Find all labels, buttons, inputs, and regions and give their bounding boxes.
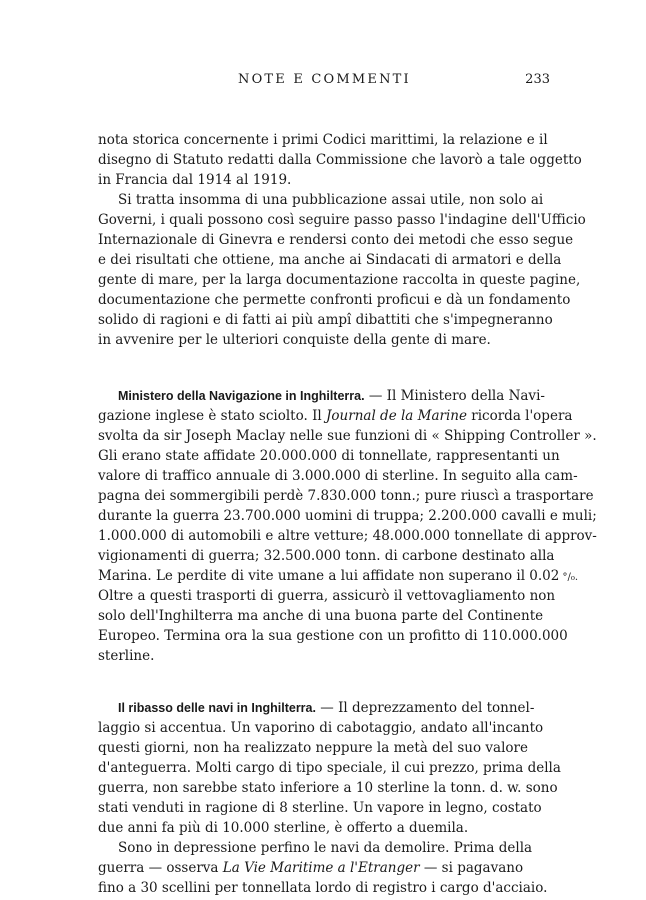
text-line: solido di ragioni e di fatti ai più ampî dibattiti che s'impegneranno	[98, 312, 553, 328]
text-line: Gli erano state affidate 20.000.000 di tonnellate, rappresentanti un	[98, 448, 560, 464]
text-line: guerra, non sarebbe stato inferiore a 10 sterline la tonn. d. w. sono	[98, 780, 558, 796]
text-line: due anni fa più di 10.000 sterline, è offerto a duemila.	[98, 820, 469, 836]
text-line: laggio si accentua. Un vaporino di cabotaggio, andato all'incanto	[98, 720, 544, 736]
text-line: nota storica concernente i primi Codici marittimi, la relazione e il	[98, 132, 548, 148]
running-header	[98, 72, 550, 92]
text-line: durante la guerra 23.700.000 uomini di truppa; 2.200.000 cavalli e muli;	[98, 508, 597, 524]
text-line: gente di mare, per la larga documentazione raccolta in queste pagine,	[98, 272, 581, 288]
text-line: Marina. Le perdite di vite umane a lui affidate non superano il 0.02 °/₀.	[98, 568, 579, 584]
text-line: sterline.	[98, 648, 155, 664]
running-head-title: NOTE E COMMENTI	[238, 72, 411, 87]
text-line: documentazione che permette confronti proficui e dà un fondamento	[98, 292, 571, 308]
text-line: e dei risultati che ottiene, ma anche ai Sindacati di armatori e della	[98, 252, 562, 268]
journal-title: Journal de la Marine	[326, 408, 467, 424]
periodical-title: La Vie Maritime a l'Etranger	[222, 860, 420, 876]
text-line: stati venduti in ragione di 8 sterline. Un vapore in legno, costato	[98, 800, 542, 816]
text-line: d'anteguerra. Molti cargo di tipo speciale, il cui prezzo, prima della	[98, 760, 561, 776]
text-line: Internazionale di Ginevra e rendersi conto dei metodi che esso segue	[98, 232, 574, 248]
text-line: Oltre a questi trasporti di guerra, assicurò il vettovagliamento non	[98, 588, 556, 604]
text-line: disegno di Statuto redatti dalla Commissione che lavorò a tale oggetto	[98, 152, 582, 168]
text-line: Il ribasso delle navi in Inghilterra. — Il deprezzamento del tonnel-	[118, 700, 535, 716]
text-line: in Francia dal 1914 al 1919.	[98, 172, 292, 188]
text-line: guerra — osserva La Vie Maritime a l'Etranger — si pagavano	[98, 860, 524, 876]
text-line: Sono in depressione perfino le navi da demolire. Prima della	[118, 840, 533, 856]
text-line: fino a 30 scellini per tonnellata lordo di registro i cargo d'acciaio.	[98, 880, 548, 896]
text-line: Si tratta insomma di una pubblicazione assai utile, non solo ai	[118, 192, 544, 208]
text-line: Europeo. Termina ora la sua gestione con un profitto di 110.000.000	[98, 628, 568, 644]
text-line: pagna dei sommergibili perdè 7.830.000 tonn.; pure riuscì a trasportare	[98, 488, 594, 504]
text-line: Governi, i quali possono così seguire passo passo l'indagine dell'Ufficio	[98, 212, 586, 228]
page-number: 233	[525, 72, 550, 87]
section-heading: Il ribasso delle navi in Inghilterra.	[118, 701, 316, 715]
text-line: 1.000.000 di automobili e altre vetture; 48.000.000 tonnellate di approv-	[98, 528, 597, 544]
text-line: Ministero della Navigazione in Inghilterra. — Il Ministero della Navi-	[118, 388, 545, 404]
text-line: valore di traffico annuale di 3.000.000 di sterline. In seguito alla cam-	[98, 468, 578, 484]
text-line: in avvenire per le ulteriori conquiste della gente di mare.	[98, 332, 491, 348]
text-line: vigionamenti di guerra; 32.500.000 tonn. di carbone destinato alla	[98, 548, 555, 564]
text-line: gazione inglese è stato sciolto. Il Journal de la Marine ricorda l'opera	[98, 408, 573, 424]
text-line: svolta da sir Joseph Maclay nelle sue funzioni di « Shipping Controller ».	[98, 428, 597, 444]
section-heading: Ministero della Navigazione in Inghilterra.	[118, 389, 365, 403]
text-line: questi giorni, non ha realizzato neppure la metà del suo valore	[98, 740, 528, 756]
text-line: solo dell'Inghilterra ma anche di una buona parte del Continente	[98, 608, 544, 624]
